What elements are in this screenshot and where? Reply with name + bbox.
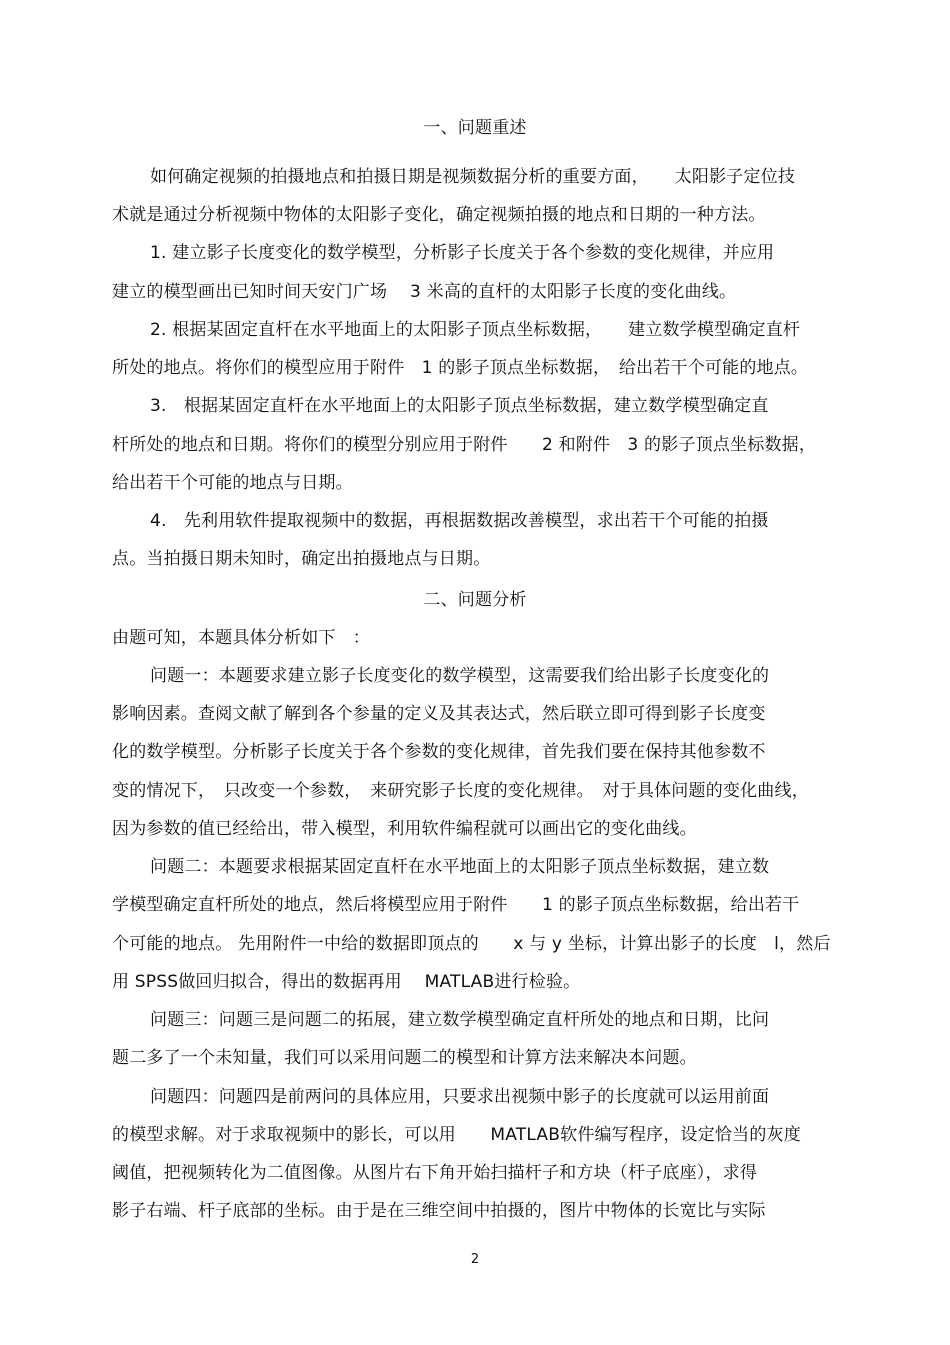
paragraph-line: 个可能的地点。 先用附件一中给的数据即顶点的 x 与 y 坐标，计算出影子的长度 l，然后: [112, 934, 831, 954]
paragraph-line: 1. 建立影子长度变化的数学模型，分析影子长度关于各个参数的变化规律，并应用: [150, 243, 775, 263]
paragraph-line: 学模型确定直杆所处的地点，然后将模型应用于附件 1 的影子顶点坐标数据，给出若干: [112, 895, 800, 915]
paragraph-line: 给出若干个可能的地点与日期。: [112, 473, 353, 493]
paragraph-line: 影子右端、杆子底部的坐标。由于是在三维空间中拍摄的，图片中物体的长宽比与实际: [112, 1201, 766, 1221]
paragraph-line: 3. 根据某固定直杆在水平地面上的太阳影子顶点坐标数据，建立数学模型确定直: [150, 396, 769, 416]
paragraph-line: 问题四：问题四是前两问的具体应用，只要求出视频中影子的长度就可以运用前面: [150, 1087, 770, 1107]
paragraph-line: 问题二：本题要求根据某固定直杆在水平地面上的太阳影子顶点坐标数据，建立数: [150, 857, 770, 877]
paragraph-line: 4. 先利用软件提取视频中的数据，再根据数据改善模型，求出若干个可能的拍摄: [150, 511, 769, 531]
paragraph-line: 由题可知，本题具体分析如下 ：: [112, 628, 370, 648]
paragraph-line: 问题一：本题要求建立影子长度变化的数学模型，这需要我们给出影子长度变化的: [150, 666, 770, 686]
paragraph-line: 的模型求解。对于求取视频中的影长，可以用 MATLAB软件编写程序，设定恰当的灰度: [112, 1125, 801, 1145]
paragraph-line: 术就是通过分析视频中物体的太阳影子变化，确定视频拍摄的地点和日期的一种方法。: [112, 205, 766, 225]
paragraph-line: 杆所处的地点和日期。将你们的模型分别应用于附件 2 和附件 3 的影子顶点坐标数据，: [112, 435, 817, 455]
paragraph-line: 阈值，把视频转化为二值图像。从图片右下角开始扫描杆子和方块（杆子底座），求得: [112, 1163, 758, 1183]
paragraph-line: 2. 根据某固定直杆在水平地面上的太阳影子顶点坐标数据， 建立数学模型确定直杆: [150, 320, 801, 340]
paragraph-line: 题二多了一个未知量，我们可以采用问题二的模型和计算方法来解决本问题。: [112, 1048, 697, 1068]
paragraph-line: 问题三：问题三是问题二的拓展，建立数学模型确定直杆所处的地点和日期，比问: [150, 1010, 770, 1030]
paragraph-line: 如何确定视频的拍摄地点和拍摄日期是视频数据分析的重要方面， 太阳影子定位技: [150, 167, 796, 187]
page-number: 2: [470, 1252, 480, 1267]
paragraph-line: 建立的模型画出已知时间天安门广场 3 米高的直杆的太阳影子长度的变化曲线。: [112, 282, 737, 302]
paragraph-line: 用 SPSS做回归拟合，得出的数据再用 MATLAB进行检验。: [112, 972, 581, 992]
paragraph-line: 点。当拍摄日期未知时，确定出拍摄地点与日期。: [112, 549, 491, 569]
paragraph-line: 变的情况下， 只改变一个参数， 来研究影子长度的变化规律。 对于具体问题的变化曲线，: [112, 781, 809, 801]
paragraph-line: 所处的地点。将你们的模型应用于附件 1 的影子顶点坐标数据， 给出若干个可能的地点。: [112, 358, 809, 378]
paragraph-line: 因为参数的值已经给出，带入模型，利用软件编程就可以画出它的变化曲线。: [112, 819, 697, 839]
section-heading-1: 一、问题重述: [423, 118, 527, 138]
paragraph-line: 化的数学模型。分析影子长度关于各个参数的变化规律，首先我们要在保持其他参数不: [112, 742, 766, 762]
section-heading-2: 二、问题分析: [423, 590, 527, 610]
paragraph-line: 影响因素。查阅文献了解到各个参量的定义及其表达式，然后联立即可得到影子长度变: [112, 704, 766, 724]
